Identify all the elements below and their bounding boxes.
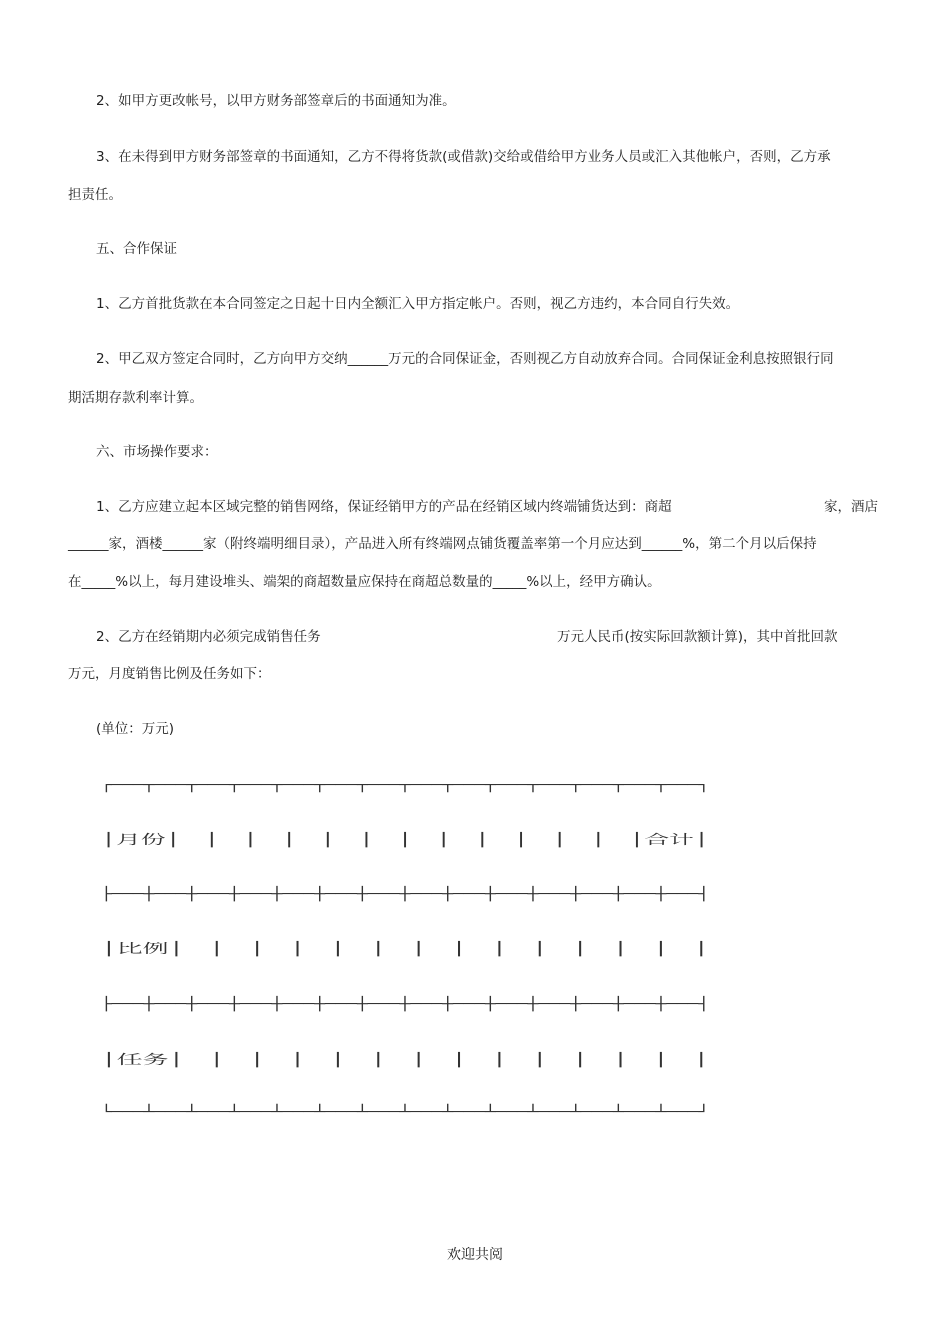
clause-6-1-line1a: 1、乙方应建立起本区域完整的销售网络，保证经销甲方的产品在经销区域内终端铺货达到：商超	[96, 499, 672, 515]
table-top-border: ┌───┬───┬───┬───┬───┬───┬───┬───┬───┬───┬───┬───┬───┬───┐	[101, 778, 709, 793]
clause-4-2: 2、如甲方更改帐号，以甲方财务部签章后的书面通知为准。	[96, 93, 456, 109]
clause-6-2-line1b: 万元人民币(按实际回款额计算)，其中首批回款	[557, 629, 838, 645]
clause-5-2-line2: 期活期存款利率计算。	[68, 390, 203, 406]
unit-note: (单位：万元)	[96, 721, 175, 737]
clause-4-3-line2: 担责任。	[68, 187, 122, 203]
clause-6-1-line2: ______家，酒楼______家（附终端明细目录），产品进入所有终端网点铺货覆盖率第一个月应达到______%，第二个月以后保持	[68, 536, 817, 552]
table-separator-2: ├───┼───┼───┼───┼───┼───┼───┼───┼───┼───┼───┼───┼───┼───┤	[101, 997, 709, 1012]
section-6-heading: 六、市场操作要求：	[96, 444, 218, 460]
clause-4-3-line1: 3、在未得到甲方财务部签章的书面通知，乙方不得将货款(或借款)交给或借给甲方业务人员或汇入其他帐户，否则，乙方承	[96, 149, 831, 165]
clause-5-1: 1、乙方首批货款在本合同签定之日起十日内全额汇入甲方指定帐户。否则，视乙方违约，本合同自行失效。	[96, 296, 740, 312]
table-row-task: │任务│ │ │ │ │ │ │ │ │ │ │ │ │ │	[101, 1053, 709, 1068]
clause-6-2-line2: 万元，月度销售比例及任务如下：	[68, 666, 271, 682]
clause-6-1-line1b: 家，酒店	[824, 499, 878, 515]
section-5-heading: 五、合作保证	[96, 241, 177, 257]
clause-6-2-line1a: 2、乙方在经销期内必须完成销售任务	[96, 629, 321, 645]
table-separator-1: ├───┼───┼───┼───┼───┼───┼───┼───┼───┼───┼───┼───┼───┼───┤	[101, 887, 709, 902]
table-row-ratio: │比例│ │ │ │ │ │ │ │ │ │ │ │ │ │	[101, 942, 709, 957]
table-row-month: │月份│ │ │ │ │ │ │ │ │ │ │ │ │合计│	[101, 833, 709, 848]
table-bottom-border: └───┴───┴───┴───┴───┴───┴───┴───┴───┴───┴───┴───┴───┴───┘	[101, 1105, 709, 1120]
clause-6-1-line3: 在_____%以上，每月建设堆头、端架的商超数量应保持在商超总数量的_____%以上，经甲方确认。	[68, 574, 661, 590]
page-footer: 欢迎共阅	[447, 1247, 503, 1263]
clause-5-2-line1: 2、甲乙双方签定合同时，乙方向甲方交纳______万元的合同保证金，否则视乙方自动放弃合同。合同保证金利息按照银行同	[96, 351, 834, 367]
